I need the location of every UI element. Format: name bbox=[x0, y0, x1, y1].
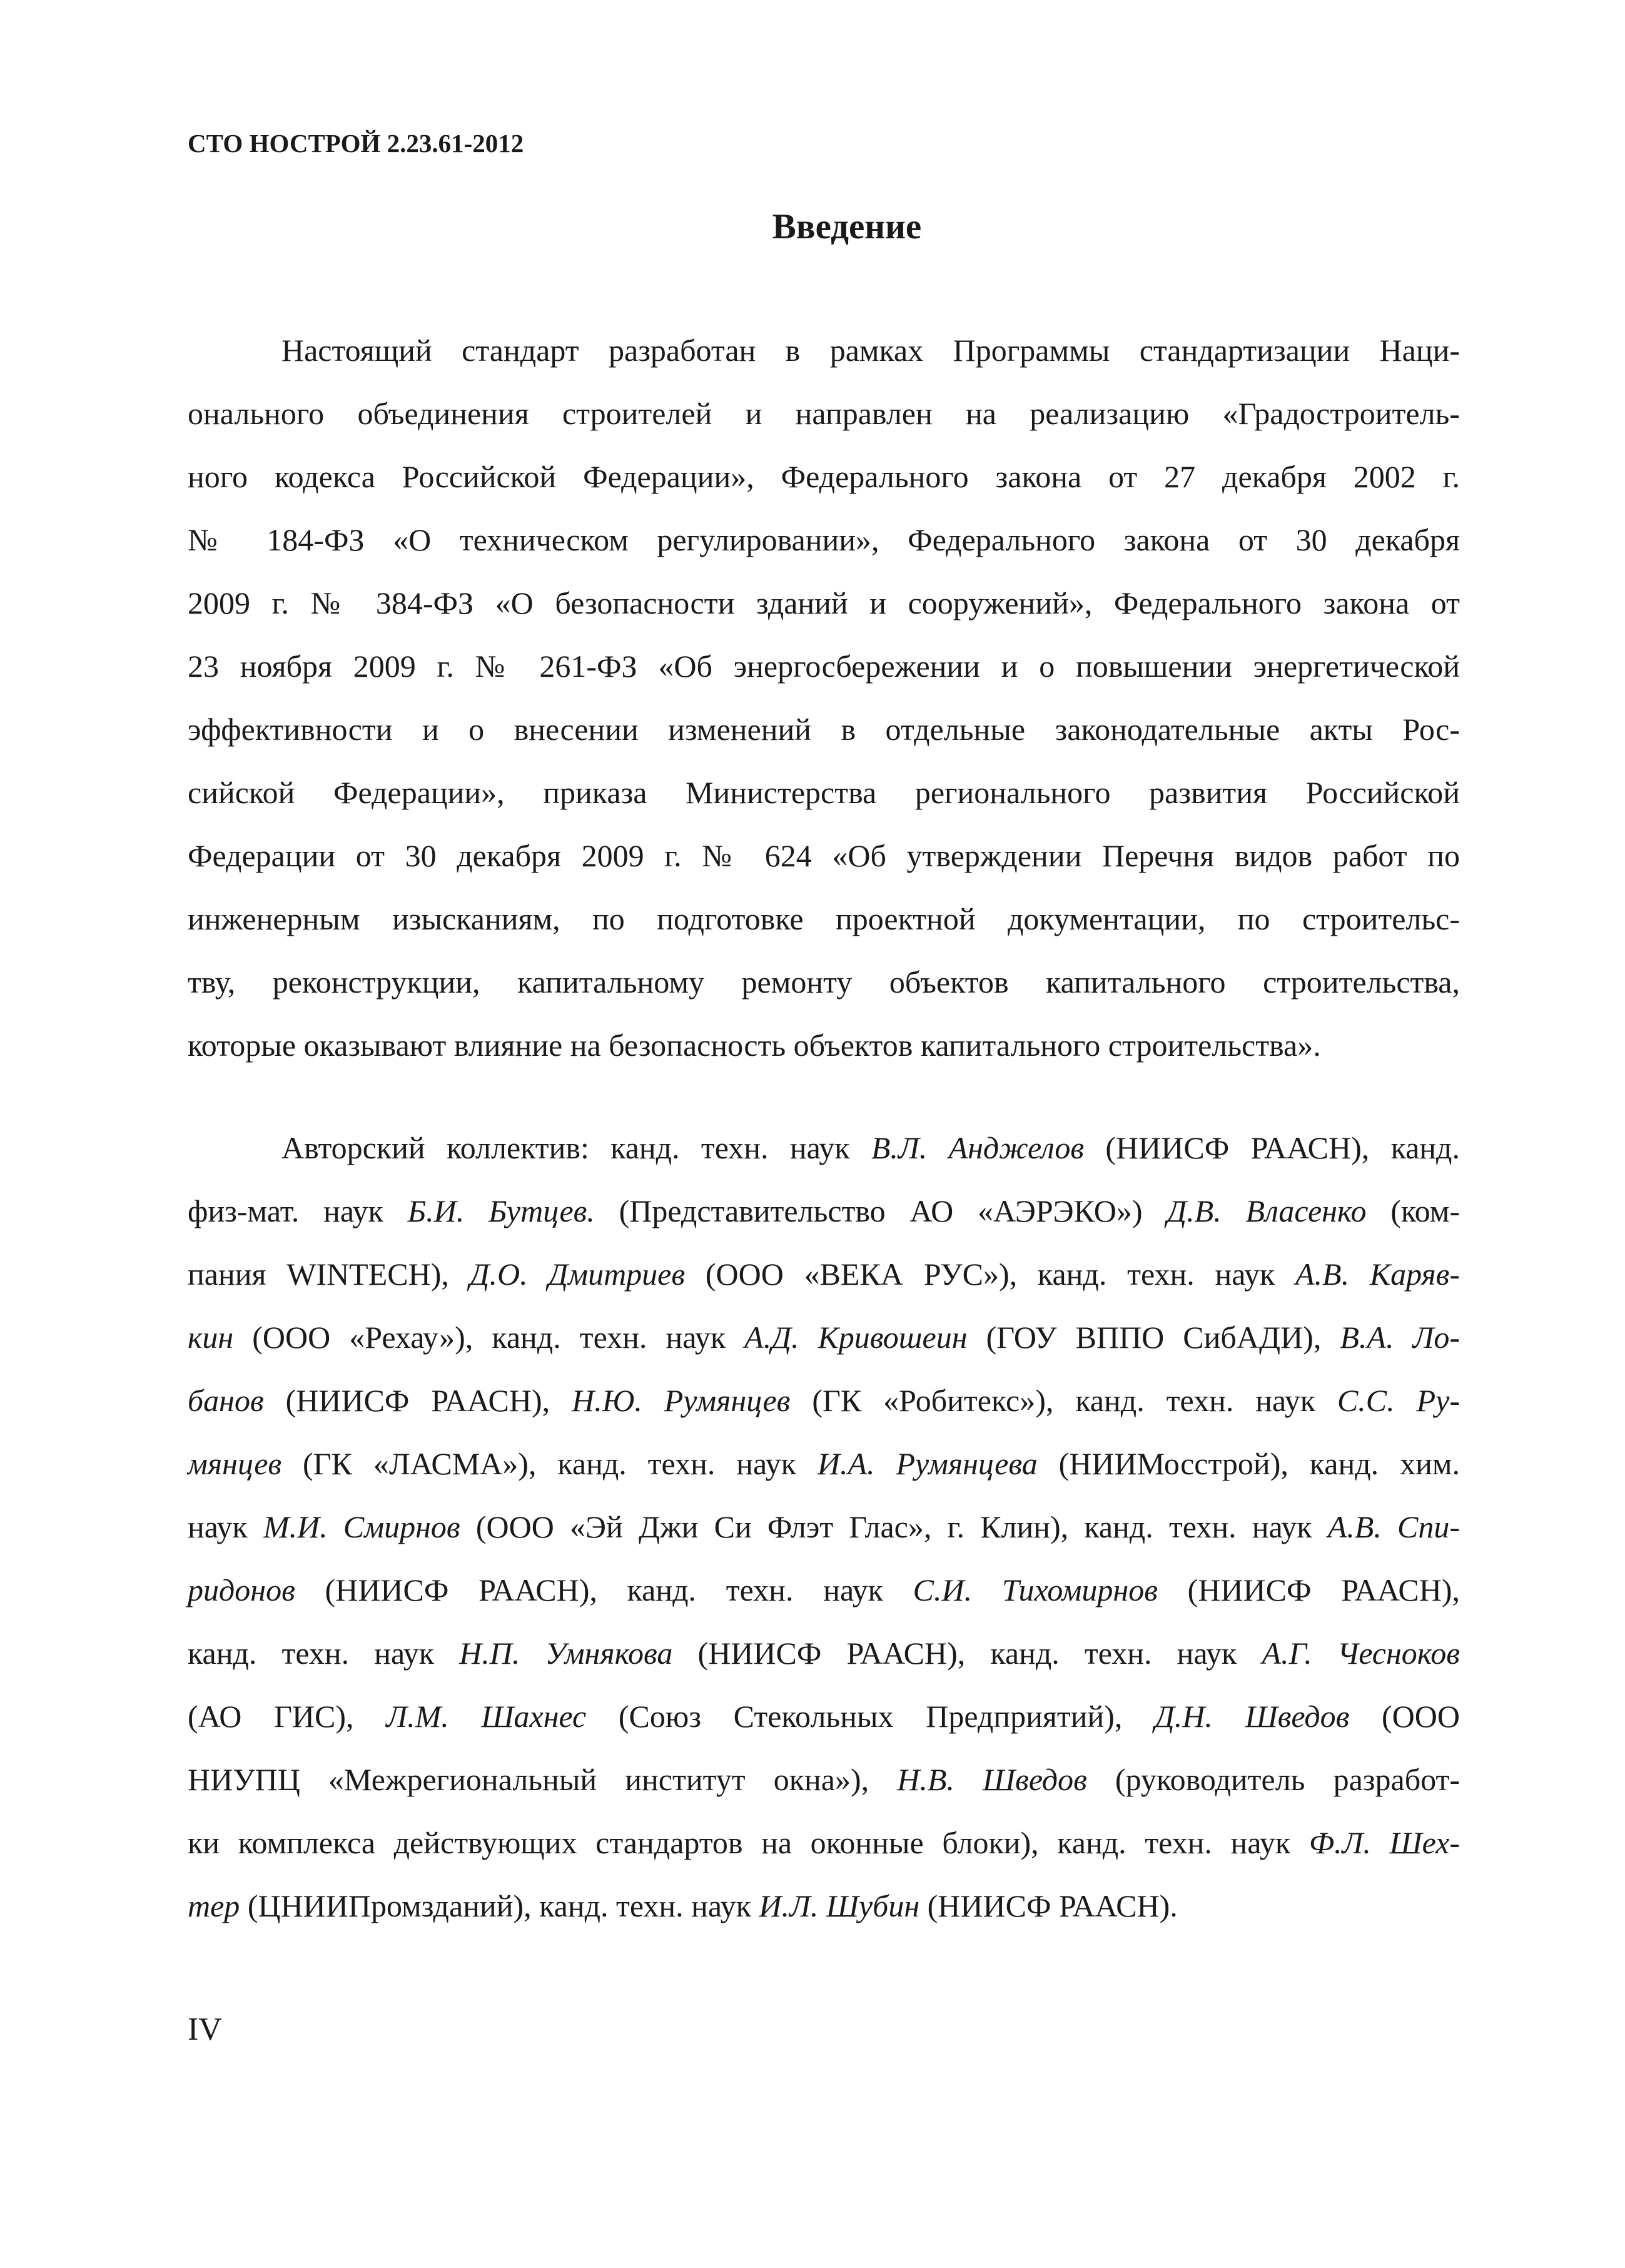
intro-paragraph bbox=[188, 319, 1460, 1077]
author-name: С.И. Тихомирнов bbox=[913, 1572, 1158, 1607]
authors-line bbox=[188, 1369, 1460, 1432]
document-code-header: СТО НОСТРОЙ 2.23.61-2012 bbox=[188, 129, 524, 158]
authors-text: НИУПЦ «Межрегиональный институт окна»), bbox=[188, 1762, 898, 1797]
authors-line bbox=[188, 1748, 1460, 1811]
authors-text: (НИИСФ РААСН), канд. техн. наук bbox=[295, 1572, 913, 1607]
authors-text: (Союз Стекольных Предприятий), bbox=[586, 1699, 1155, 1734]
authors-line bbox=[188, 1243, 1460, 1306]
author-name: кин bbox=[188, 1320, 234, 1355]
author-name: Д.О. Дмитриев bbox=[469, 1257, 686, 1292]
author-name: банов bbox=[188, 1383, 264, 1418]
intro-line: ного кодекса Российской Федерации», Федерального закона от 27 декабря 2002 г. bbox=[188, 459, 1460, 494]
authors-text: (ГОУ ВППО СибАДИ), bbox=[967, 1320, 1340, 1355]
authors-line bbox=[188, 1306, 1460, 1369]
author-name: И.А. Румянцева bbox=[817, 1446, 1038, 1481]
intro-line: тву, реконструкции, капитальному ремонту объектов капитального строительства, bbox=[188, 964, 1460, 1000]
authors-text: Авторский коллектив: канд. техн. наук bbox=[281, 1130, 871, 1165]
authors-text: (руководитель разработ- bbox=[1086, 1762, 1460, 1797]
author-name: Б.И. Бутцев. bbox=[407, 1193, 595, 1228]
authors-line bbox=[188, 1180, 1460, 1243]
authors-text: ки комплекса действующих стандартов на оконные блоки), канд. техн. наук bbox=[188, 1825, 1309, 1860]
author-name: мянцев bbox=[188, 1446, 282, 1481]
intro-line: 2009 г. № 384-ФЗ «О безопасности зданий и сооружений», Федерального закона от bbox=[188, 585, 1460, 620]
authors-line bbox=[188, 1116, 1460, 1180]
author-name: И.Л. Шубин bbox=[759, 1888, 920, 1923]
intro-line: Федерации от 30 декабря 2009 г. № 624 «Об утверждении Перечня видов работ по bbox=[188, 838, 1460, 873]
authors-text: (НИИСФ РААСН), канд. техн. наук bbox=[672, 1636, 1262, 1671]
intro-line: эффективности и о внесении изменений в отдельные законодательные акты Рос- bbox=[188, 712, 1460, 747]
authors-text: (Представительство АО «АЭРЭКО») bbox=[594, 1193, 1167, 1228]
authors-line bbox=[188, 1811, 1460, 1875]
intro-line: инженерным изысканиям, по подготовке проектной документации, по строительс- bbox=[188, 901, 1460, 936]
authors-text: (НИИМосстрой), канд. хим. bbox=[1037, 1446, 1460, 1481]
author-name: А.В. Спи- bbox=[1327, 1509, 1460, 1544]
authors-text: (ООО «Рехау»), канд. техн. наук bbox=[233, 1320, 745, 1355]
authors-text: (ЦНИИПромзданий), канд. техн. наук bbox=[240, 1888, 759, 1923]
author-name: Д.В. Власенко bbox=[1167, 1193, 1367, 1228]
author-name: Л.М. Шахнес bbox=[386, 1699, 587, 1734]
intro-line: которые оказывают влияние на безопасность объектов капитального строительства». bbox=[188, 1028, 1321, 1063]
authors-text: (НИИСФ РААСН), bbox=[263, 1383, 572, 1418]
intro-line: онального объединения строителей и направлен на реализацию «Градостроитель- bbox=[188, 396, 1460, 431]
authors-line bbox=[188, 1559, 1460, 1622]
authors-line bbox=[188, 1496, 1460, 1559]
authors-text: (НИИСФ РААСН), канд. bbox=[1084, 1130, 1460, 1165]
authors-text: (ООО «ВЕКА РУС»), канд. техн. наук bbox=[685, 1257, 1296, 1292]
authors-text: наук bbox=[188, 1509, 263, 1544]
author-name: В.А. Ло- bbox=[1340, 1320, 1460, 1355]
authors-text: (ком- bbox=[1366, 1193, 1460, 1228]
author-name: тер bbox=[188, 1888, 240, 1923]
authors-paragraph bbox=[188, 1116, 1460, 1938]
author-name: В.Л. Анджелов bbox=[871, 1130, 1085, 1165]
authors-line bbox=[188, 1432, 1460, 1496]
intro-line: Настоящий стандарт разработан в рамках Программы стандартизации Наци- bbox=[281, 333, 1460, 368]
authors-text: канд. техн. наук bbox=[188, 1636, 460, 1671]
authors-line bbox=[188, 1685, 1460, 1748]
intro-line: сийской Федерации», приказа Министерства регионального развития Российской bbox=[188, 775, 1460, 810]
author-name: Н.В. Шведов bbox=[897, 1762, 1087, 1797]
page-number: IV bbox=[188, 2012, 222, 2047]
intro-line: 23 ноября 2009 г. № 261-ФЗ «Об энергосбережении и о повышении энергетической bbox=[188, 649, 1460, 684]
author-name: А.Г. Чесноков bbox=[1262, 1636, 1460, 1671]
authors-text: (ООО «Эй Джи Си Флэт Глас», г. Клин), канд. техн. наук bbox=[460, 1509, 1328, 1544]
authors-text: (НИИСФ РААСН), bbox=[1157, 1572, 1460, 1607]
section-title: Введение bbox=[772, 207, 922, 246]
authors-line bbox=[188, 1875, 1460, 1938]
authors-text: (ООО bbox=[1349, 1699, 1460, 1734]
authors-line bbox=[188, 1622, 1460, 1685]
author-name: М.И. Смирнов bbox=[263, 1509, 460, 1544]
author-name: Д.Н. Шведов bbox=[1155, 1699, 1350, 1734]
authors-text: (НИИСФ РААСН). bbox=[919, 1888, 1178, 1923]
author-name: Ф.Л. Шех- bbox=[1309, 1825, 1460, 1860]
author-name: Н.Ю. Румянцев bbox=[572, 1383, 791, 1418]
authors-text: (ГК «ЛАСМА»), канд. техн. наук bbox=[281, 1446, 818, 1481]
authors-text: (ГК «Робитекс»), канд. техн. наук bbox=[790, 1383, 1337, 1418]
authors-text: физ-мат. наук bbox=[188, 1193, 408, 1228]
author-name: С.С. Ру- bbox=[1337, 1383, 1460, 1418]
intro-line: № 184-ФЗ «О техническом регулировании», Федерального закона от 30 декабря bbox=[188, 522, 1460, 557]
author-name: А.Д. Кривошеин bbox=[744, 1320, 968, 1355]
author-name: Н.П. Умнякова bbox=[459, 1636, 673, 1671]
author-name: ридонов bbox=[188, 1572, 295, 1607]
author-name: А.В. Каряв- bbox=[1295, 1257, 1460, 1292]
authors-text: пания WINTECH), bbox=[188, 1257, 470, 1292]
authors-text: (АО ГИС), bbox=[188, 1699, 387, 1734]
